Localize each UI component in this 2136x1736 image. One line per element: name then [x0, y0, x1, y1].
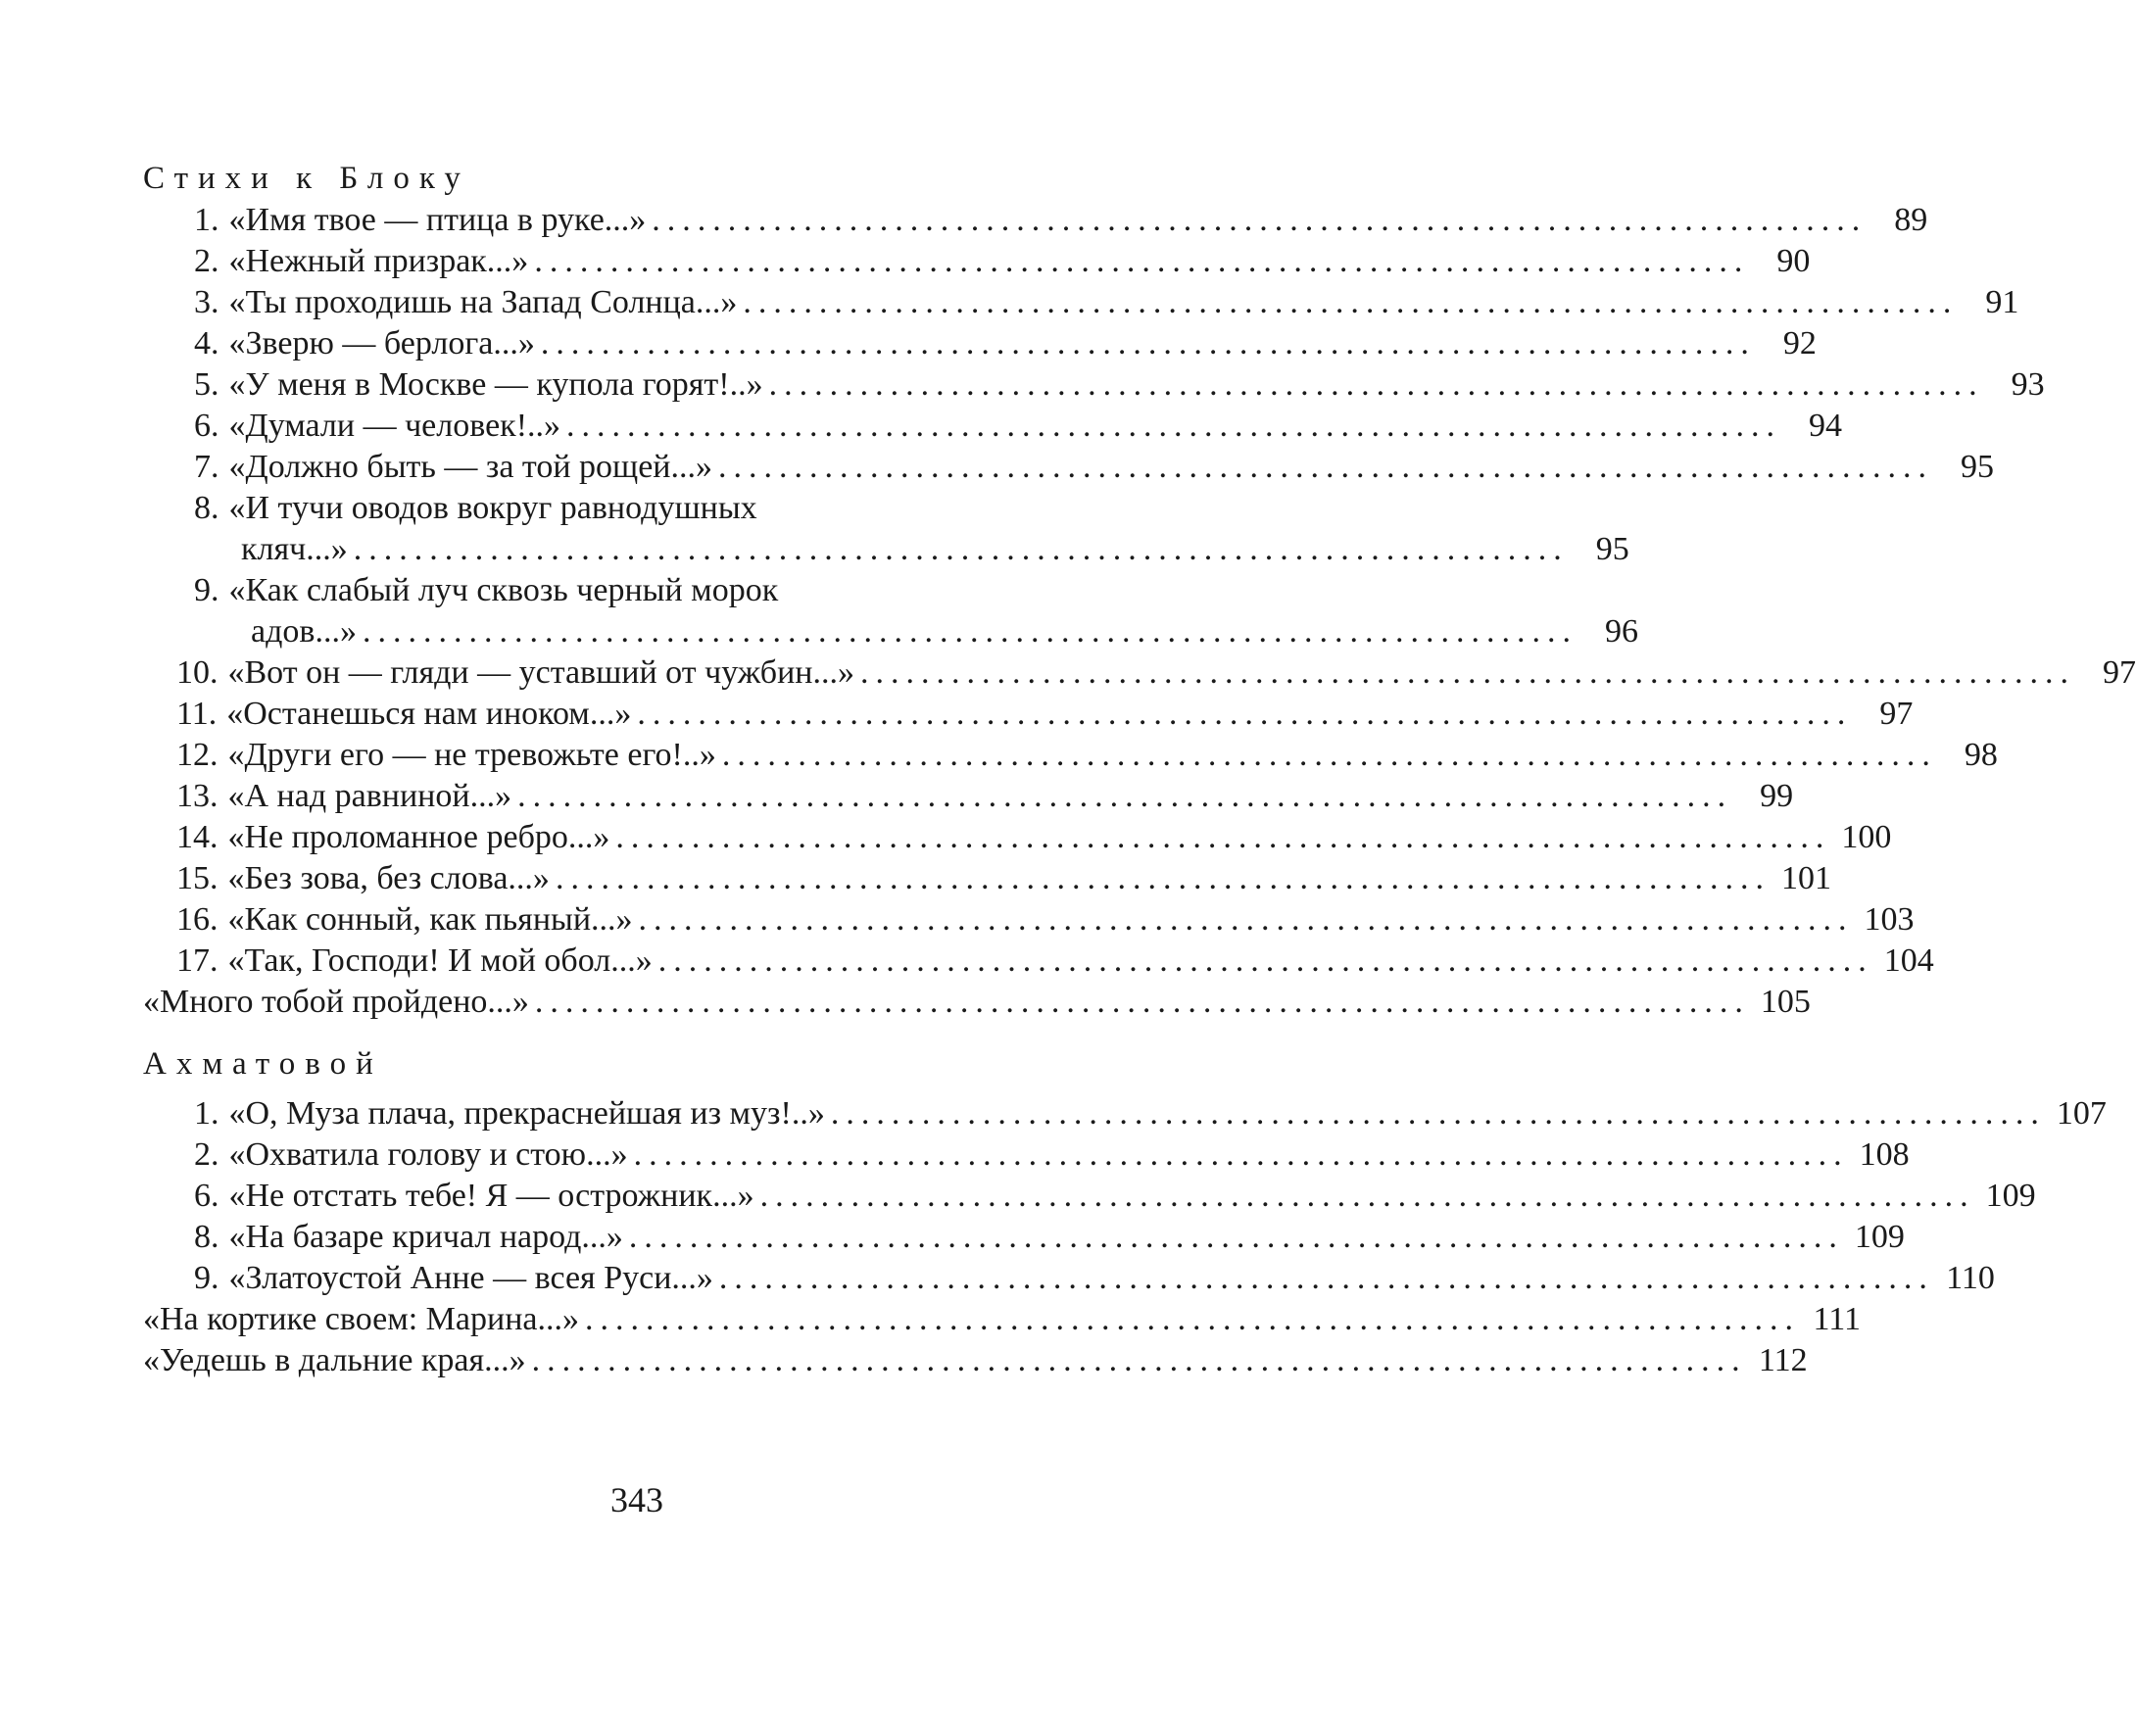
entry-number: 10.	[176, 654, 218, 691]
entry-title: «Охватила голову и стою...»	[228, 1136, 628, 1173]
entry-page: 105	[1760, 984, 1811, 1020]
entry-title: «Так, Господи! И мой обол...»	[227, 942, 653, 979]
dot-leader: ................................................................................	[555, 860, 1771, 896]
entry-page: 111	[1813, 1301, 1861, 1337]
entry-title: «Ты проходишь на Запад Солнца...»	[228, 284, 738, 320]
dot-leader: ................................................................................	[566, 408, 1782, 444]
entry-page: 99	[1760, 778, 1794, 814]
toc-entry	[143, 570, 1064, 611]
dot-leader: ................................................................................	[638, 901, 1854, 938]
dot-leader: ................................................................................	[830, 1095, 2046, 1132]
dot-leader: ................................................................................	[615, 819, 1831, 855]
entry-title: кляч...»	[241, 531, 348, 567]
entry-page: 94	[1809, 408, 1843, 444]
entry-page: 97	[1879, 696, 1914, 732]
toc-entry	[143, 200, 1928, 241]
entry-title: «Други его — не тревожьте его!..»	[227, 737, 716, 773]
entry-number: 13.	[176, 778, 218, 814]
entry-title: «На кортике своем: Марина...»	[143, 1301, 579, 1337]
entry-page: 112	[1758, 1342, 1808, 1378]
toc-entry	[143, 1340, 1808, 1381]
section-title-blok: Стихи к Блоку	[143, 161, 470, 196]
toc-entry	[143, 1176, 2036, 1217]
section-title-akhmatova: Ахматовой	[143, 1046, 383, 1082]
entry-number: 1.	[194, 202, 219, 238]
entry-number: 7.	[194, 449, 219, 485]
entry-page: 109	[1985, 1178, 2036, 1214]
entry-title: «Златоустой Анне — всея Руси...»	[228, 1260, 713, 1296]
entry-page: 95	[1961, 449, 1994, 485]
entry-number: 8.	[194, 490, 219, 526]
entry-page: 110	[1946, 1260, 1995, 1296]
toc-entry	[143, 282, 2019, 323]
entry-number: 11.	[176, 696, 218, 732]
dot-leader: ................................................................................	[517, 778, 1733, 814]
entry-number: 16.	[176, 901, 218, 938]
dot-leader: ................................................................................	[859, 654, 2075, 691]
entry-page: 107	[2056, 1095, 2107, 1132]
toc-entry	[143, 447, 1994, 488]
entry-title: «Вот он — гляди — уставший от чужбин...»	[227, 654, 854, 691]
dot-leader: ................................................................................	[657, 942, 1873, 979]
entry-number: 1.	[194, 1095, 219, 1132]
entry-page: 89	[1894, 202, 1928, 238]
toc-entry	[143, 406, 1843, 447]
entry-title: «Как слабый луч сквозь черный морок	[228, 572, 779, 608]
toc-entry	[143, 1258, 1995, 1299]
entry-title: «Не проломанное ребро...»	[227, 819, 610, 855]
dot-leader: ................................................................................	[540, 325, 1756, 362]
entry-page: 100	[1841, 819, 1892, 855]
dot-leader: ................................................................................	[637, 696, 1853, 732]
entry-title: «На базаре кричал народ...»	[228, 1219, 623, 1255]
toc-entry	[143, 817, 1892, 858]
entry-title: «Нежный призрак...»	[228, 243, 529, 279]
toc-entry	[143, 940, 1934, 982]
entry-title: «Должно быть — за той рощей...»	[228, 449, 712, 485]
entry-title: «Не отстать тебе! Я — острожник...»	[228, 1178, 754, 1214]
entry-number: 6.	[194, 408, 219, 444]
entry-title: «Зверю — берлога...»	[228, 325, 535, 362]
entry-title: «Как сонный, как пьяный...»	[227, 901, 633, 938]
dot-leader: ................................................................................	[652, 202, 1868, 238]
toc-entry	[143, 1134, 1910, 1176]
entry-number: 2.	[194, 243, 219, 279]
dot-leader: ................................................................................	[743, 284, 1959, 320]
dot-leader: ................................................................................	[585, 1301, 1800, 1337]
dot-leader: ................................................................................	[353, 531, 1569, 567]
toc-entry	[143, 858, 1831, 899]
toc-entry	[143, 1217, 1905, 1258]
entry-title: «О, Муза плача, прекраснейшая из муз!..»	[228, 1095, 825, 1132]
dot-leader: ................................................................................	[718, 449, 1933, 485]
entry-title: «Останешься нам иноком...»	[226, 696, 632, 732]
dot-leader: ................................................................................	[534, 243, 1750, 279]
entry-page: 95	[1595, 531, 1629, 567]
dot-leader: ................................................................................	[759, 1178, 1975, 1214]
entry-title: «А над равниной...»	[227, 778, 512, 814]
entry-number: 6.	[194, 1178, 219, 1214]
dot-leader: ................................................................................	[534, 984, 1750, 1020]
entry-number: 9.	[194, 572, 219, 608]
toc-entry	[143, 488, 1064, 529]
entry-title: «Думали — человек!..»	[228, 408, 561, 444]
dot-leader: ................................................................................	[628, 1219, 1844, 1255]
toc-entry	[143, 323, 1817, 364]
toc-entry-continuation	[143, 611, 1638, 652]
entry-page: 98	[1964, 737, 1998, 773]
dot-leader: ................................................................................	[633, 1136, 1849, 1173]
entry-page: 109	[1854, 1219, 1905, 1255]
entry-number: 12.	[176, 737, 218, 773]
entry-number: 2.	[194, 1136, 219, 1173]
toc-entry	[143, 694, 1914, 735]
entry-title: «Уедешь в дальние края...»	[143, 1342, 526, 1378]
entry-title: «Без зова, без слова...»	[227, 860, 550, 896]
entry-number: 5.	[194, 366, 219, 403]
entry-title: «Имя твое — птица в руке...»	[228, 202, 647, 238]
entry-page: 97	[2102, 654, 2136, 691]
toc-entry	[143, 364, 2045, 406]
entry-number: 3.	[194, 284, 219, 320]
page-number: 343	[610, 1480, 663, 1519]
entry-title: «Много тобой пройдено...»	[143, 984, 529, 1020]
dot-leader: ................................................................................	[721, 737, 1937, 773]
dot-leader: ................................................................................	[718, 1260, 1934, 1296]
dot-leader: ................................................................................	[768, 366, 1984, 403]
toc-entry	[143, 1093, 2107, 1134]
entry-page: 101	[1780, 860, 1831, 896]
toc-entry	[143, 776, 1794, 817]
entry-title: адов...»	[251, 613, 357, 650]
table-of-contents	[143, 159, 2136, 1381]
toc-entry-continuation	[143, 529, 1629, 570]
dot-leader: ................................................................................	[362, 613, 1578, 650]
toc-entry	[143, 735, 1998, 776]
entry-title: «И тучи оводов вокруг равнодушных	[228, 490, 757, 526]
toc-entry	[143, 982, 1811, 1023]
entry-page: 104	[1883, 942, 1934, 979]
toc-entry	[143, 1299, 1861, 1340]
entry-page: 92	[1782, 325, 1817, 362]
entry-title: «У меня в Москве — купола горят!..»	[228, 366, 763, 403]
entry-page: 93	[2011, 366, 2045, 403]
entry-page: 96	[1604, 613, 1638, 650]
toc-entry	[143, 241, 1811, 282]
entry-number: 17.	[176, 942, 218, 979]
entry-number: 14.	[176, 819, 218, 855]
entry-page: 90	[1776, 243, 1811, 279]
entry-page: 91	[1985, 284, 2019, 320]
toc-entry	[143, 652, 2136, 694]
entry-number: 4.	[194, 325, 219, 362]
entry-page: 103	[1864, 901, 1915, 938]
dot-leader: ................................................................................	[531, 1342, 1747, 1378]
entry-number: 9.	[194, 1260, 219, 1296]
toc-entry	[143, 899, 1915, 940]
entry-number: 15.	[176, 860, 218, 896]
entry-page: 108	[1859, 1136, 1910, 1173]
entry-number: 8.	[194, 1219, 219, 1255]
